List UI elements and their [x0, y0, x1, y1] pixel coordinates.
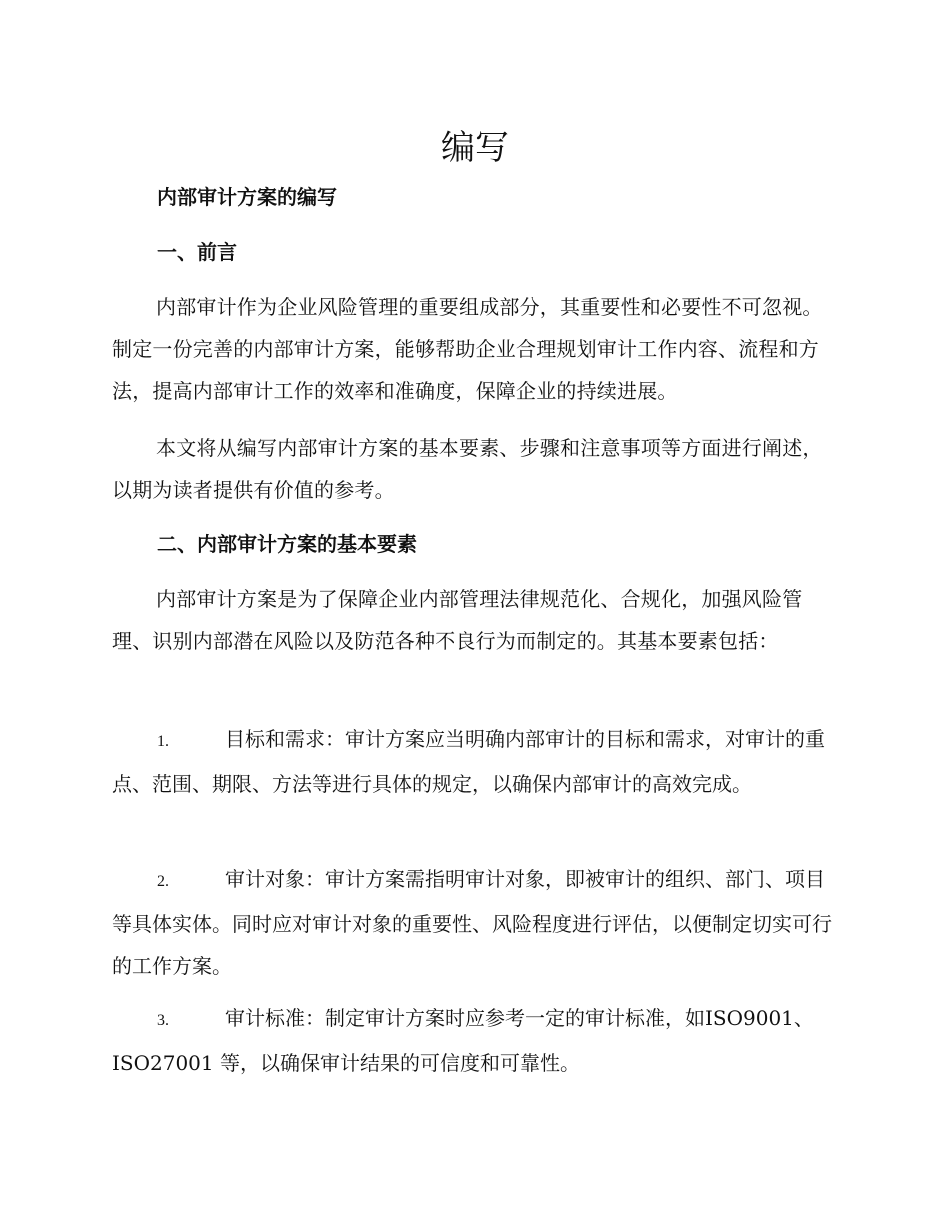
section-heading-preface: 一、前言 — [157, 240, 237, 264]
list-item — [112, 858, 838, 987]
paragraph: 本文将从编写内部审计方案的基本要素、步骤和注意事项等方面进行阐述，以期为读者提供有价值的参考。 — [112, 436, 823, 502]
section-heading-elements: 二、内部审计方案的基本要素 — [157, 532, 417, 556]
paragraph: 内部审计作为企业风险管理的重要组成部分，其重要性和必要性不可忽视。制定一份完善的内部审计方案，能够帮助企业合理规划审计工作内容、流程和方法，提高内部审计工作的效率和准确度，保障企业的持续进展。 — [112, 295, 823, 403]
list-item-text: 目标和需求：审计方案应当明确内部审计的目标和需求，对审计的重点、范围、期限、方法等进行具体的规定，以确保内部审计的高效完成。 — [112, 727, 825, 796]
list-item-text: 审计标准：制定审计方案时应参考一定的审计标准，如ISO9001、ISO27001 等，以确保审计结果的可信度和可靠性。 — [112, 1006, 814, 1075]
list-item-number: 1. — [157, 733, 169, 750]
list-item-text: 审计对象：审计方案需指明审计对象，即被审计的组织、部门、项目等具体实体。同时应对审计对象的重要性、风险程度进行评估，以便制定切实可行的工作方案。 — [112, 867, 832, 978]
list-item-number: 3. — [157, 1012, 169, 1029]
list-item-number: 2. — [157, 873, 169, 890]
document-title: 编写 — [441, 128, 509, 168]
paragraph: 内部审计方案是为了保障企业内部管理法律规范化、合规化，加强风险管理、识别内部潜在风险以及防范各种不良行为而制定的。其基本要素包括： — [112, 587, 803, 653]
list-item — [112, 997, 838, 1084]
document-subtitle: 内部审计方案的编写 — [157, 185, 337, 209]
list-item — [112, 718, 838, 805]
